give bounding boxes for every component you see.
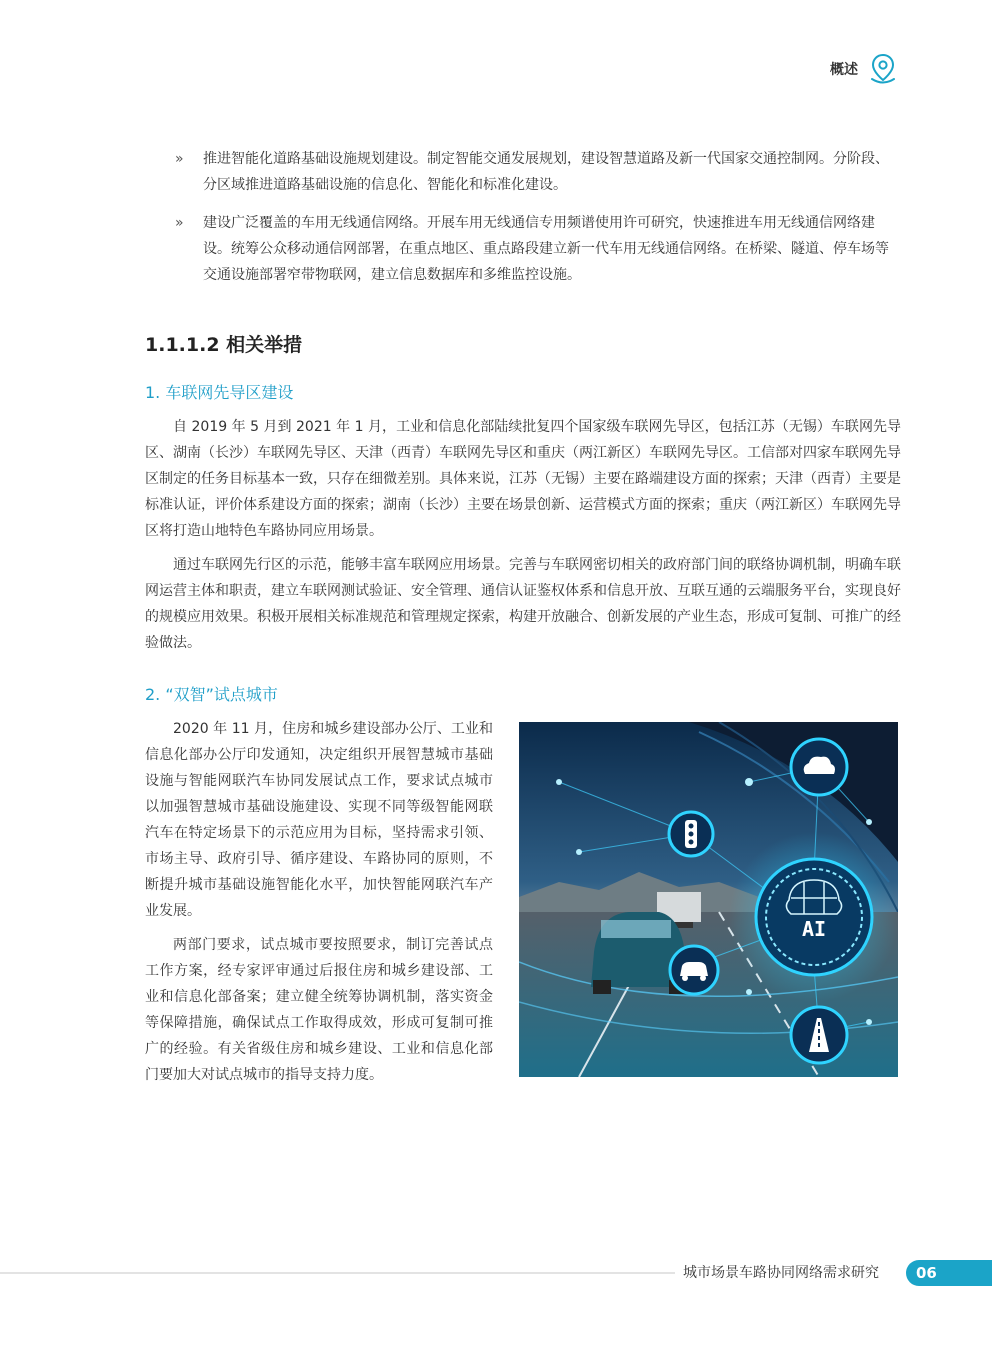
- paragraph: 2020 年 11 月，住房和城乡建设部办公厅、工业和信息化部办公厅印发通知，决定组织开展智慧城市基础设施与智能网联汽车协同发展试点工作，要求试点城市以加强智慧城市基础设施建设、实现不同等级智能网联汽车在特定场景下的示范应用为目标，坚持需求引领、市场主导、政府引导、循序建设、车路协同的原则，不断提升城市基础设施智能化水平，加快智能网联汽车产业发展。: [145, 721, 493, 919]
- bullet-mark: »: [175, 215, 184, 231]
- footer-title: 城市场景车路协同网络需求研究: [683, 1265, 879, 1281]
- location-pin-icon: [868, 52, 898, 86]
- subsection-title-1: 1. 车联网先导区建设: [145, 383, 294, 402]
- ai-label: AI: [801, 917, 827, 941]
- paragraph: 通过车联网先行区的示范，能够丰富车联网应用场景。完善与车联网密切相关的政府部门间的联络协调机制，明确车联网运营主体和职责，建立车联网测试验证、安全管理、通信认证鉴权体系和信息开放、互联互通的云端服务平台，实现良好的规模应用效果。积极开展相关标准规范和管理规定探索，构建开放融合、创新发展的产业生态，形成可复制、可推广的经验做法。: [145, 557, 901, 651]
- smart-traffic-illustration: [519, 722, 898, 1077]
- paragraph: 两部门要求，试点城市要按照要求，制订完善试点工作方案，经专家评审通过后报住房和城乡建设部、工业和信息化部备案；建立健全统筹协调机制，落实资金等保障措施，确保试点工作取得成效，形成可复制可推广的经验。有关省级住房和城乡建设、工业和信息化部门要加大对试点城市的指导支持力度。: [145, 937, 493, 1083]
- traffic-light-icon: [669, 812, 713, 856]
- footer-divider: [0, 1272, 675, 1274]
- paragraph: 自 2019 年 5 月到 2021 年 1 月，工业和信息化部陆续批复四个国家级车联网先导区，包括江苏（无锡）车联网先导区、湖南（长沙）车联网先导区、天津（西青）车联网先导区和重庆（两江新区）车联网先导区。工信部对四家车联网先导区制定的任务目标基本一致，只存在细微差别。具体来说，江苏（无锡）主要在路端建设方面的探索；天津（西青）主要是标准认证，评价体系建设方面的探索；湖南（长沙）主要在场景创新、运营模式方面的探索；重庆（两江新区）车联网先导区将打造山地特色车路协同应用场景。: [145, 419, 901, 539]
- bullet-list: [145, 146, 901, 300]
- page-number: 06: [906, 1260, 992, 1286]
- bullet-text: 建设广泛覆盖的车用无线通信网络。开展车用无线通信专用频谱使用许可研究，快速推进车用无线通信网络建设。统筹公众移动通信网部署，在重点地区、重点路段建立新一代车用无线通信网络。在桥梁、隧道、停车场等交通设施部署窄带物联网，建立信息数据库和多维监控设施。: [203, 215, 889, 283]
- section-title: 1.1.1.2 相关举措: [145, 334, 303, 356]
- page-header: [830, 52, 898, 86]
- list-item: [145, 146, 901, 198]
- cloud-icon: [791, 739, 847, 795]
- road-icon: [791, 1007, 847, 1063]
- car-icon: [670, 946, 718, 994]
- chapter-label: 概述: [830, 62, 858, 78]
- list-item: [145, 210, 901, 288]
- subsection-title-2: 2. “双智”试点城市: [145, 685, 278, 704]
- bullet-text: 推进智能化道路基础设施规划建设。制定智能交通发展规划，建设智慧道路及新一代国家交通控制网。分阶段、分区域推进道路基础设施的信息化、智能化和标准化建设。: [203, 151, 889, 193]
- bullet-mark: »: [175, 151, 184, 167]
- illustration-svg: [519, 722, 898, 1077]
